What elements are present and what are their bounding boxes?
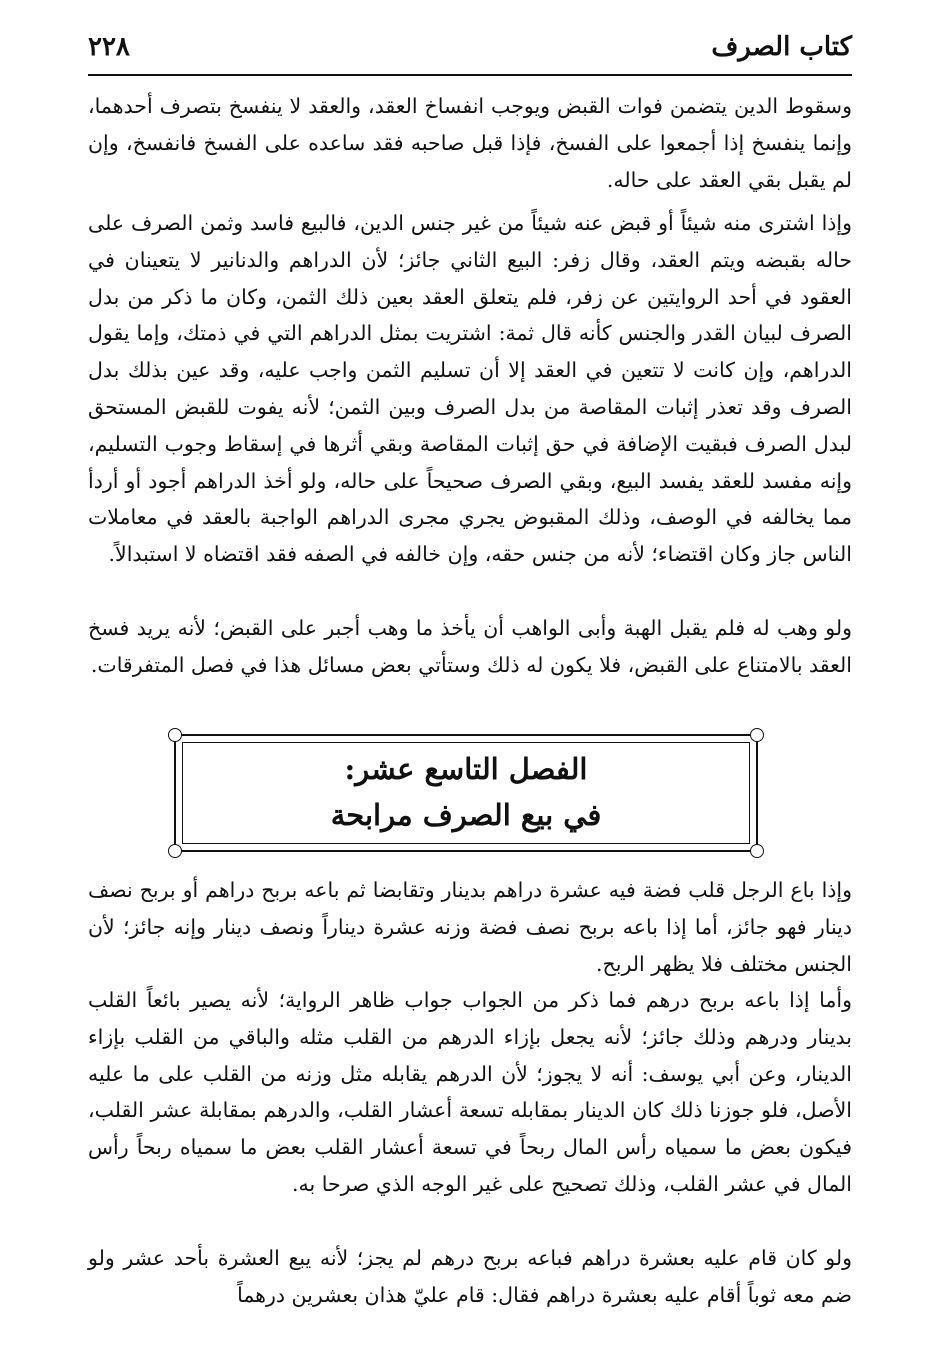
frame-corner-ornament: [168, 728, 182, 742]
paragraph: وإذا اشترى منه شيئاً أو قبض عنه شيئاً من غير جنس الدين، فالبيع فاسد وثمن الصرف على حاله بقبضه ويتم العقد، وقال زفر: البيع الثاني جائز؛ لأن الدراهم والدنانير لا يتعينان في العقود في أحد الروايتين عن زفر، فلم يتعلق العقد بعين ذلك الثمن، وكان ما ذكر من بدل الصرف لبيان القدر والجنس كأنه قال ثمة: اشتريت بمثل الدراهم التي في ذمتك، وإما يقول الدراهم، وإن كانت لا تتعين في العقد إلا أن تسليم الثمن واجب عليه، وقد عين بذلك بدل الصرف وقد تعذر إثبات المقاصة من بدل الصرف وبين الثمن؛ لأنه يفوت للقبض المستحق لبدل الصرف فبقيت الإضافة في حق إثبات المقاصة وبقي أثرها في إسقاط وجوب التسليم، وإنه مفسد للعقد يفسد البيع، وبقي الصرف صحيحاً على حاله، ولو أخذ الدراهم أجود أو أردأ مما يخالفه في الوصف، وذلك المقبوض يجري مجرى الدراهم الواجبة بالعقد في معاملات الناس جاز وكان اقتضاء؛ لأنه من جنس حقه، وإن خالفه في الصفه فقد اقتضاه لا استبدالاً.: [88, 211, 852, 567]
frame-corner-ornament: [750, 844, 764, 858]
paragraph-block: [88, 88, 852, 198]
paragraph: ولو كان قام عليه بعشرة دراهم فباعه بربح درهم لم يجز؛ لأنه يبع العشرة بأحد عشر ولو ضم معه ثوباً أقام عليه بعشرة دراهم فقال: قام عليّ هذان بعشرين درهماً: [88, 1246, 852, 1307]
frame-corner-ornament: [750, 728, 764, 742]
paragraph-block: [88, 1240, 852, 1314]
paragraph: ولو وهب له فلم يقبل الهبة وأبى الواهب أن يأخذ ما وهب أجبر على القبض؛ لأنه يريد فسخ العقد بالامتناع على القبض، فلا يكون له ذلك وستأتي بعض مسائل هذا في فصل المتفرقات.: [88, 616, 852, 677]
paragraph-block: [88, 872, 852, 982]
paragraph: وإذا باع الرجل قلب فضة فيه عشرة دراهم بدينار وتقابضا ثم باعه بربح دراهم أو بربح نصف دينار فهو جائز، أما إذا باعه بربح نصف فضة وزنه عشرة ديناراً ونصف دينار وإنه جائز؛ لأن الجنس مختلف فلا يظهر الربح.: [88, 878, 852, 976]
chapter-number-title: الفصل التاسع عشر:: [344, 752, 588, 786]
frame-corner-ornament: [168, 844, 182, 858]
page-number: ٢٢٨: [88, 32, 130, 62]
paragraph-block: [88, 610, 852, 684]
paragraph-block: [88, 982, 852, 1203]
paragraph: وسقوط الدين يتضمن فوات القبض ويوجب انفساخ العقد، والعقد لا ينفسخ بتصرف أحدهما، وإنما ينفسخ إذا أجمعوا على الفسخ، فإذا قبل صاحبه فقد ساعده على الفسخ فانفسخ، وإن لم يقبل بقي العقد على حاله.: [88, 94, 852, 192]
page-header: [88, 30, 852, 76]
chapter-subject-title: في بيع الصرف مرابحة: [330, 798, 602, 832]
chapter-heading-frame: [174, 734, 758, 852]
paragraph-block: [88, 205, 852, 573]
paragraph: وأما إذا باعه بربح درهم فما ذكر من الجواب جواب ظاهر الرواية؛ لأنه يصير بائعاً القلب بدينار ودرهم وذلك جائز؛ لأنه يجعل بإزاء الدرهم من القلب مثله والباقي من القلب بإزاء الدينار، وعن أبي يوسف: أنه لا يجوز؛ لأن الدرهم يقابله مثل وزنه من القلب على ما عليه الأصل، فلو جوزنا ذلك كان الدينار بمقابله تسعة أعشار القلب، والدرهم بمقابلة عشر القلب، فيكون بعض ما سمياه رأس المال ربحاً في تسعة أعشار القلب بعض ما سمياه ربحاً رأس المال في عشر القلب، وذلك تصحيح على غير الوجه الذي صرحا به.: [88, 988, 852, 1196]
book-title: كتاب الصرف: [711, 32, 852, 62]
